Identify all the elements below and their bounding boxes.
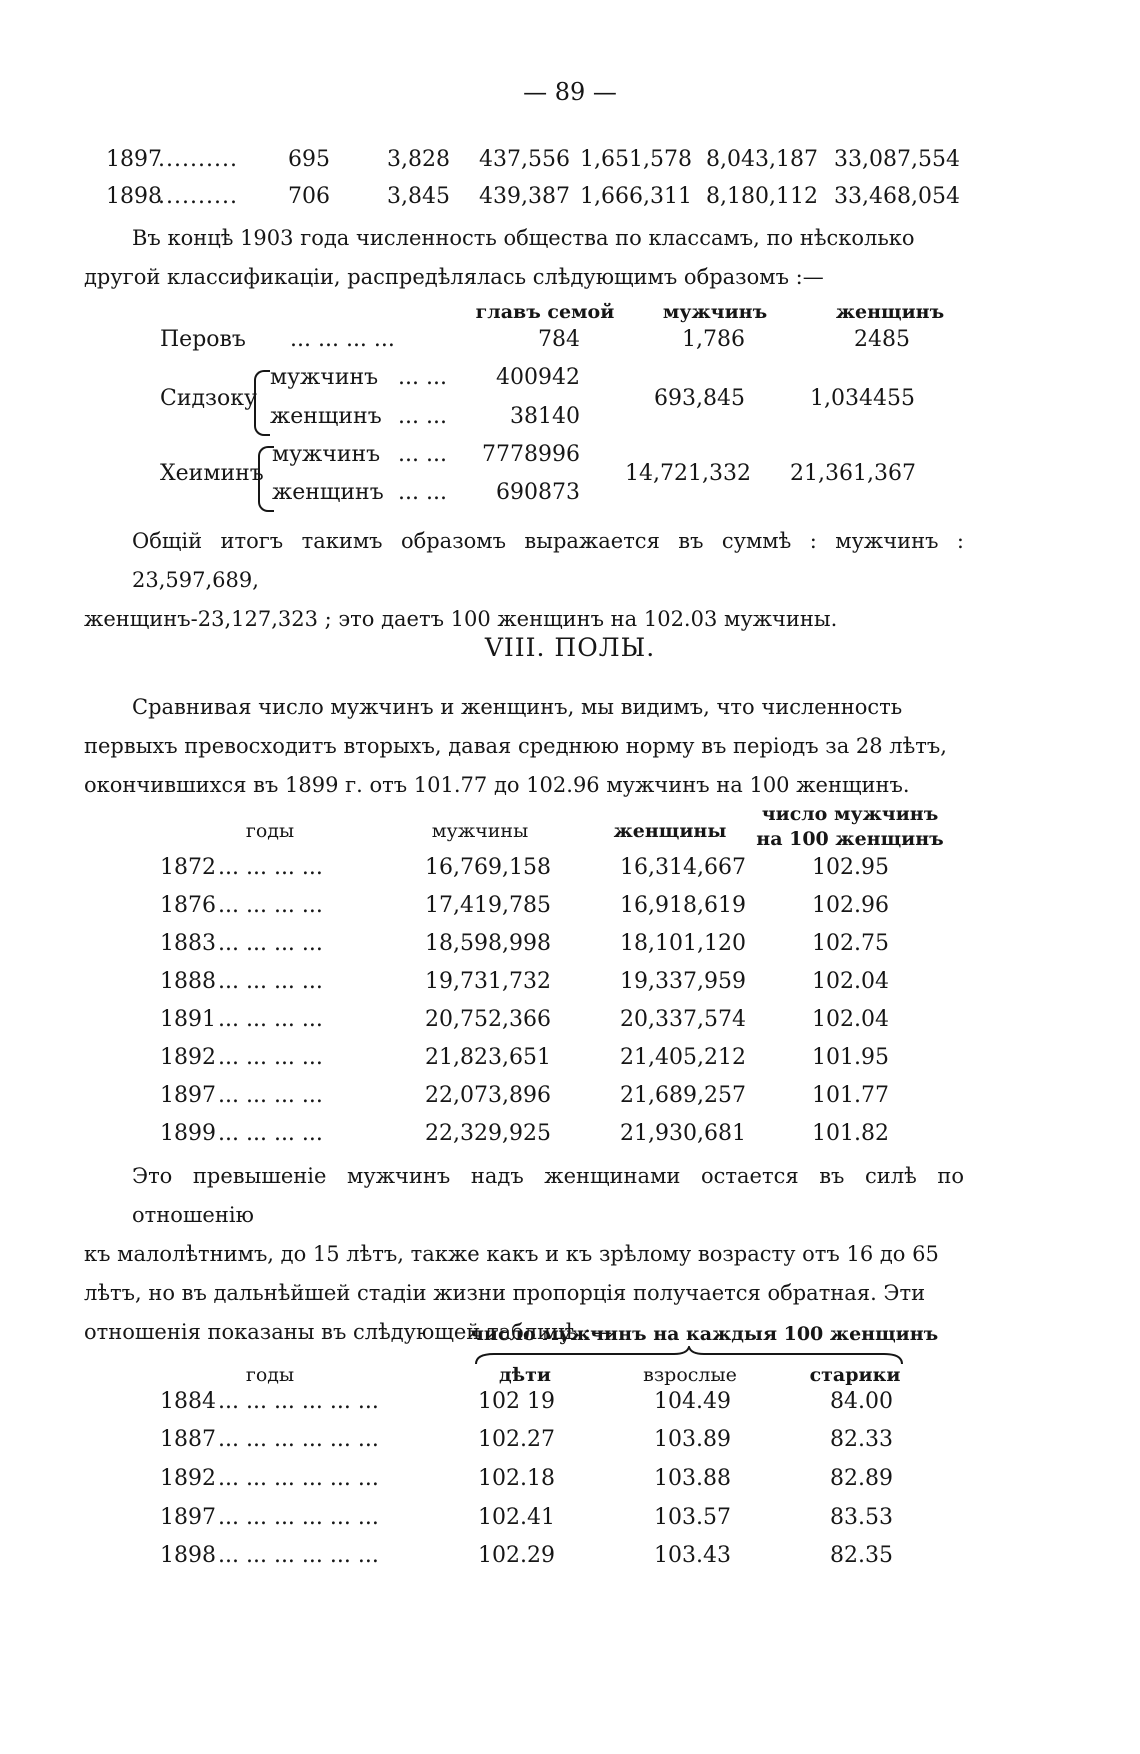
value-cell: 101.77: [812, 1083, 889, 1108]
leader-dots: ... ... ... ...: [218, 855, 323, 880]
value-cell: 16,918,619: [620, 893, 746, 918]
year-cell: 1899: [160, 1121, 216, 1146]
value-cell: 21,930,681: [620, 1121, 746, 1146]
value-cell: 102 19: [478, 1389, 555, 1414]
leader-dots: ... ... ... ...: [218, 893, 323, 918]
column-header-elders: старики: [809, 1364, 901, 1386]
value-cell: 7778996: [482, 442, 580, 467]
text-line: отношенія показаны въ слѣдующей таблицѣ :—: [84, 1320, 612, 1344]
value-cell: 439,387: [479, 184, 570, 209]
column-header-children: дѣти: [499, 1364, 551, 1386]
value-cell: 21,823,651: [425, 1045, 551, 1070]
value-cell: 38140: [510, 404, 580, 429]
value-cell: 33,468,054: [834, 184, 960, 209]
year-cell: 1884: [160, 1389, 216, 1414]
class-label-heimin: Хеиминъ: [160, 461, 264, 486]
value-cell: 18,101,120: [620, 931, 746, 956]
column-header-women: женщины: [613, 820, 727, 842]
value-cell: 102.04: [812, 969, 889, 994]
text-line: Сравнивая число мужчинъ и женщинъ, мы видимъ, что численность: [132, 695, 903, 719]
value-cell: 784: [538, 327, 580, 352]
value-cell: 101.82: [812, 1121, 889, 1146]
value-cell: 437,556: [479, 147, 570, 172]
value-cell: 16,314,667: [620, 855, 746, 880]
text-line: Общій итогъ такимъ образомъ выражается въ суммѣ : мужчинъ : 23,597,689,: [132, 529, 964, 592]
column-header-years: годы: [245, 1364, 295, 1386]
text-line: первыхъ превосходитъ вторыхъ, давая среднюю норму въ періодъ за 28 лѣтъ,: [84, 734, 947, 758]
value-cell: 1,666,311: [580, 184, 692, 209]
text-line: Въ концѣ 1903 года численность общества по классамъ, по нѣсколько: [132, 226, 915, 250]
value-cell: 22,329,925: [425, 1121, 551, 1146]
leader-dots: ..........: [158, 184, 238, 209]
value-cell: 8,180,112: [706, 184, 818, 209]
paragraph-sex-ratio: [84, 688, 964, 805]
value-cell: 82.35: [830, 1543, 893, 1568]
value-cell: 16,769,158: [425, 855, 551, 880]
value-cell: 101.95: [812, 1045, 889, 1070]
section-heading: VIII. ПОЛЫ.: [484, 633, 656, 662]
value-cell: 102.18: [478, 1466, 555, 1491]
paragraph-total: [84, 522, 964, 639]
value-cell: 21,361,367: [790, 461, 916, 486]
year-cell: 1883: [160, 931, 216, 956]
value-cell: 102.75: [812, 931, 889, 956]
year-cell: 1897: [106, 147, 162, 172]
leader-dots: ... ...: [398, 442, 447, 467]
value-cell: 83.53: [830, 1505, 893, 1530]
value-cell: 2485: [854, 327, 910, 352]
year-cell: 1898: [106, 184, 162, 209]
sub-label: женщинъ: [270, 404, 382, 429]
leader-dots: ... ... ... ...: [218, 1121, 323, 1146]
value-cell: 21,689,257: [620, 1083, 746, 1108]
value-cell: 102.95: [812, 855, 889, 880]
value-cell: 102.27: [478, 1427, 555, 1452]
value-cell: 400942: [496, 365, 580, 390]
value-cell: 18,598,998: [425, 931, 551, 956]
value-cell: 8,043,187: [706, 147, 818, 172]
year-cell: 1897: [160, 1505, 216, 1530]
column-header-heads: главъ семой: [475, 301, 615, 323]
year-cell: 1887: [160, 1427, 216, 1452]
year-cell: 1898: [160, 1543, 216, 1568]
leader-dots: ... ... ... ... ... ...: [218, 1505, 379, 1530]
column-header-ratio: на 100 женщинъ: [756, 828, 944, 850]
value-cell: 84.00: [830, 1389, 893, 1414]
value-cell: 22,073,896: [425, 1083, 551, 1108]
year-cell: 1876: [160, 893, 216, 918]
value-cell: 102.29: [478, 1543, 555, 1568]
leader-dots: ... ... ... ...: [218, 969, 323, 994]
leader-dots: ..........: [158, 147, 238, 172]
leader-dots: ... ... ... ...: [218, 931, 323, 956]
year-cell: 1872: [160, 855, 216, 880]
text-line: другой классификаціи, распредѣлялась слѣдующимъ образомъ :—: [84, 265, 824, 289]
leader-dots: ... ...: [398, 404, 447, 429]
sub-label: мужчинъ: [270, 365, 379, 390]
class-label-sidzoku: Сидзоку: [160, 386, 257, 411]
leader-dots: ... ...: [398, 480, 447, 505]
year-cell: 1897: [160, 1083, 216, 1108]
value-cell: 82.89: [830, 1466, 893, 1491]
column-header-ratio: число мужчинъ: [761, 803, 939, 825]
page-number: — 89 —: [523, 78, 617, 106]
text-line: Это превышеніе мужчинъ надъ женщинами остается въ силѣ по отношенію: [132, 1164, 964, 1227]
leader-dots: ... ... ... ...: [218, 1007, 323, 1032]
value-cell: 17,419,785: [425, 893, 551, 918]
leader-dots: ... ... ... ... ... ...: [218, 1389, 379, 1414]
value-cell: 3,828: [387, 147, 450, 172]
value-cell: 1,034455: [810, 386, 915, 411]
paragraph-class-intro: [84, 219, 964, 297]
leader-dots: ... ... ... ... ... ...: [218, 1466, 379, 1491]
text-line: окончившихся въ 1899 г. отъ 101.77 до 102.96 мужчинъ на 100 женщинъ.: [84, 773, 910, 797]
value-cell: 695: [288, 147, 330, 172]
sub-label: женщинъ: [272, 480, 384, 505]
leader-dots: ... ... ... ...: [218, 1045, 323, 1070]
value-cell: 102.96: [812, 893, 889, 918]
value-cell: 1,651,578: [580, 147, 692, 172]
column-header-years: годы: [245, 820, 295, 842]
value-cell: 690873: [496, 480, 580, 505]
value-cell: 103.43: [654, 1543, 731, 1568]
value-cell: 19,731,732: [425, 969, 551, 994]
value-cell: 103.88: [654, 1466, 731, 1491]
value-cell: 1,786: [682, 327, 745, 352]
text-line: къ малолѣтнимъ, до 15 лѣтъ, также какъ и къ зрѣлому возрасту отъ 16 до 65: [84, 1242, 939, 1266]
text-line: женщинъ-23,127,323 ; это даетъ 100 женщинъ на 102.03 мужчины.: [84, 607, 838, 631]
value-cell: 20,752,366: [425, 1007, 551, 1032]
value-cell: 19,337,959: [620, 969, 746, 994]
column-header-men: мужчины: [431, 820, 529, 842]
year-cell: 1892: [160, 1045, 216, 1070]
sub-label: мужчинъ: [272, 442, 381, 467]
value-cell: 102.41: [478, 1505, 555, 1530]
year-cell: 1891: [160, 1007, 216, 1032]
value-cell: 3,845: [387, 184, 450, 209]
value-cell: 706: [288, 184, 330, 209]
leader-dots: ... ...: [398, 365, 447, 390]
column-header-men: мужчинъ: [662, 301, 768, 323]
class-label-perov: Перовъ: [160, 327, 246, 352]
column-header-women: женщинъ: [835, 301, 945, 323]
value-cell: 20,337,574: [620, 1007, 746, 1032]
leader-dots: ... ... ... ... ... ...: [218, 1427, 379, 1452]
value-cell: 103.57: [654, 1505, 731, 1530]
year-cell: 1892: [160, 1466, 216, 1491]
left-brace: [254, 370, 270, 436]
leader-dots: ... ... ... ... ... ...: [218, 1543, 379, 1568]
value-cell: 693,845: [654, 386, 745, 411]
group-header: число мужчинъ на каждыя 100 женщинъ: [470, 1323, 939, 1345]
text-line: лѣтъ, но въ дальнѣйшей стадіи жизни пропорція получается обратная. Эти: [84, 1281, 926, 1305]
value-cell: 104.49: [654, 1389, 731, 1414]
value-cell: 14,721,332: [625, 461, 751, 486]
value-cell: 82.33: [830, 1427, 893, 1452]
leader-dots: ... ... ... ...: [290, 327, 395, 352]
leader-dots: ... ... ... ...: [218, 1083, 323, 1108]
value-cell: 103.89: [654, 1427, 731, 1452]
column-header-adults: взрослые: [643, 1364, 737, 1386]
value-cell: 21,405,212: [620, 1045, 746, 1070]
value-cell: 102.04: [812, 1007, 889, 1032]
year-cell: 1888: [160, 969, 216, 994]
value-cell: 33,087,554: [834, 147, 960, 172]
